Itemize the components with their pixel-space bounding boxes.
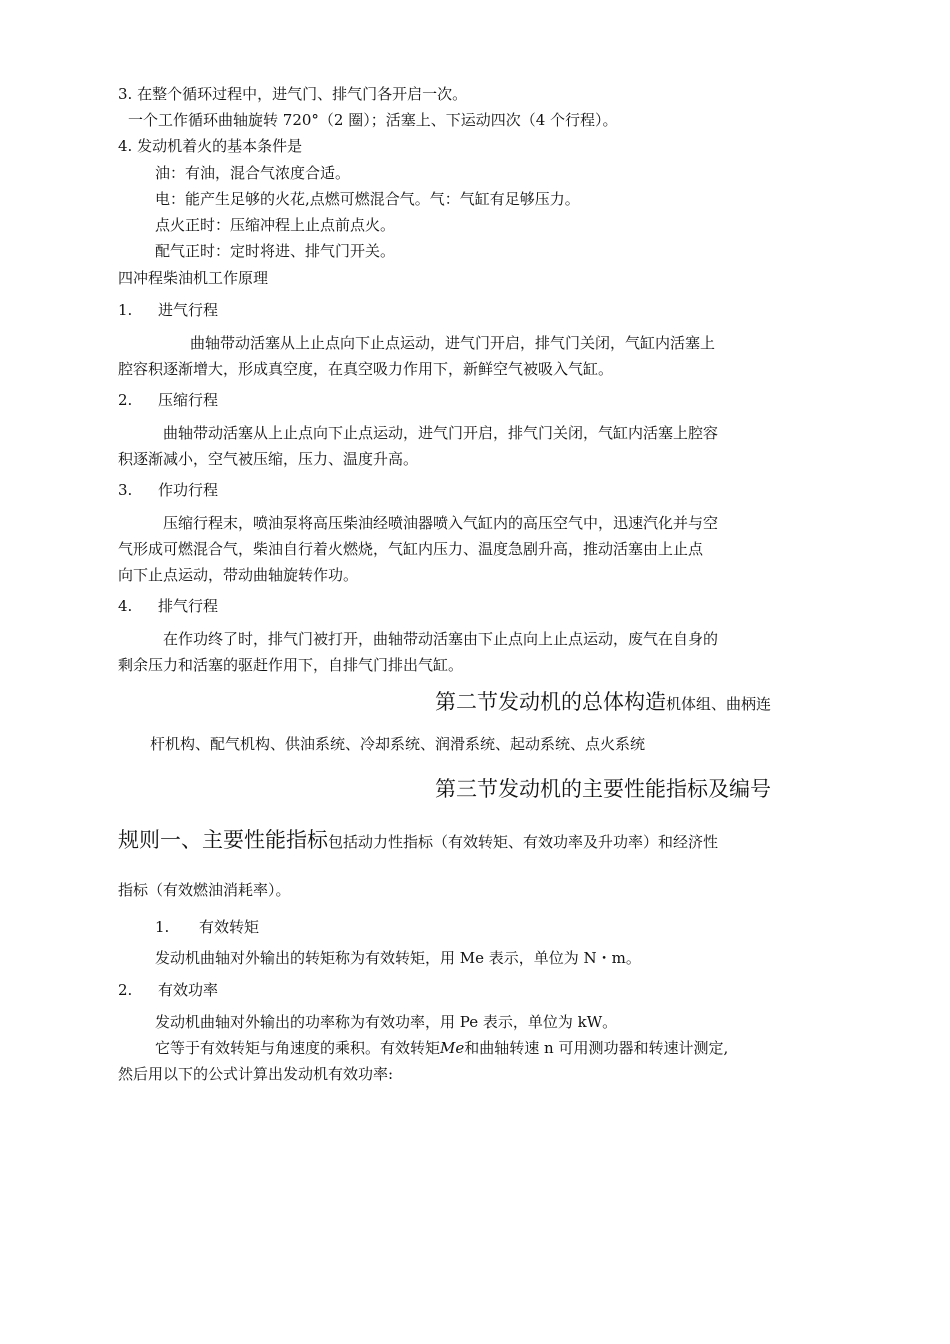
paragraph-text: 积逐渐减小，空气被压缩，压力、温度升高。: [118, 450, 419, 468]
rule-line: [118, 826, 718, 854]
paragraph-text: 曲轴带动活塞从上止点向下止点运动，进气门开启，排气门关闭，气缸内活塞上腔容: [163, 424, 719, 442]
paragraph-text: 一个工作循环曲轴旋转 720°（2 圈）；活塞上、下运动四次（4 个行程）。: [128, 111, 618, 129]
list-heading: 压缩行程: [158, 391, 219, 409]
paragraph-text: 电：能产生足够的火花,点燃可燃混合气。气：气缸有足够压力。: [155, 190, 580, 208]
paragraph-text-line: [155, 1038, 728, 1058]
paragraph-text: 发动机曲轴对外输出的转矩称为有效转矩，用 Me 表示，单位为 N・m。: [155, 949, 641, 967]
paragraph-text: 配气正时：定时将进、排气门开关。: [155, 242, 396, 260]
list-heading: 进气行程: [158, 301, 219, 319]
list-heading: 作功行程: [158, 481, 219, 499]
rule-heading: 规则一、主要性能指标: [118, 828, 328, 852]
paragraph-text: 油：有油，混合气浓度合适。: [155, 164, 351, 182]
list-number: 3.: [118, 481, 133, 499]
section-2-tail: 机体组、曲柄连: [666, 695, 772, 713]
paragraph-text: 在作功终了时，排气门被打开，曲轴带动活塞由下止点向上止点运动，废气在自身的: [163, 630, 719, 648]
list-number: 4.: [118, 597, 133, 615]
paragraph-text: 曲轴带动活塞从上止点向下止点运动，进气门开启，排气门关闭，气缸内活塞上: [190, 334, 716, 352]
list-number: 1.: [118, 301, 133, 319]
rule-tail: 包括动力性指标（有效转矩、有效功率及升功率）和经济性: [328, 833, 719, 851]
text-run: 它等于有效转矩与角速度的乘积。有效转矩: [155, 1039, 441, 1057]
me-symbol: Me: [440, 1039, 465, 1057]
paragraph-text: 气形成可燃混合气，柴油自行着火燃烧，气缸内压力、温度急剧升高，推动活塞由上止点: [118, 540, 704, 558]
paragraph-text: 4. 发动机着火的基本条件是: [118, 137, 303, 155]
list-heading: 有效功率: [158, 981, 219, 999]
section-2-line: [435, 688, 771, 716]
paragraph-text: 剩余压力和活塞的驱赶作用下，自排气门排出气缸。: [118, 656, 464, 674]
paragraph-text: 指标（有效燃油消耗率）。: [118, 881, 291, 899]
list-heading: 有效转矩: [199, 918, 260, 936]
list-heading: 排气行程: [158, 597, 219, 615]
list-number: 2.: [118, 981, 133, 999]
section-title: 四冲程柴油机工作原理: [118, 269, 269, 287]
section-2-heading: 第二节发动机的总体构造: [435, 690, 666, 714]
list-number: 2.: [118, 391, 133, 409]
paragraph-text: 向下止点运动，带动曲轴旋转作功。: [118, 566, 359, 584]
list-number: 1.: [155, 918, 170, 936]
paragraph-text: 然后用以下的公式计算出发动机有效功率:: [118, 1065, 394, 1083]
text-run: 和曲轴转速 n 可用测功器和转速计测定,: [464, 1039, 729, 1057]
paragraph-text: 发动机曲轴对外输出的功率称为有效功率，用 Pe 表示，单位为 kW。: [155, 1013, 618, 1031]
paragraph-text: 点火正时：压缩冲程上止点前点火。: [155, 216, 396, 234]
paragraph-text: 3. 在整个循环过程中，进气门、排气门各开启一次。: [118, 85, 468, 103]
paragraph-text: 杆机构、配气机构、供油系统、冷却系统、润滑系统、起动系统、点火系统: [150, 735, 646, 753]
paragraph-text: 腔容积逐渐增大，形成真空度，在真空吸力作用下，新鲜空气被吸入气缸。: [118, 360, 614, 378]
paragraph-text: 压缩行程末，喷油泵将高压柴油经喷油器喷入气缸内的高压空气中，迅速汽化并与空: [163, 514, 719, 532]
section-3-heading: 第三节发动机的主要性能指标及编号: [435, 777, 771, 801]
